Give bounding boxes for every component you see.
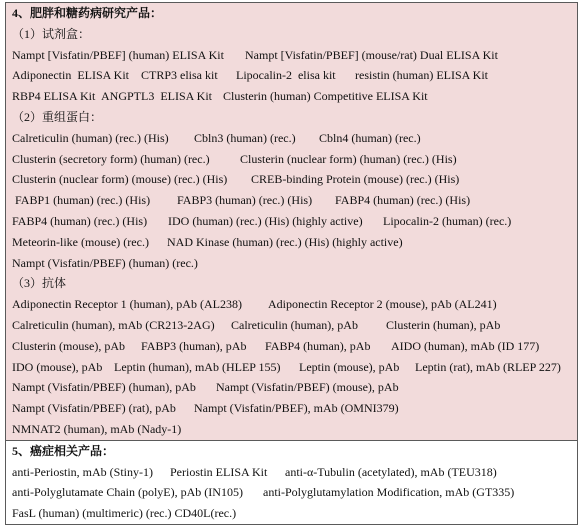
product-item: anti-Periostin, mAb (Stiny-1) <box>12 464 153 479</box>
product-item: FABP3 (human), pAb <box>141 338 247 353</box>
product-item: Calreticulin (human) (rec.) (His) <box>12 130 169 145</box>
product-item: Clusterin (nuclear form) (human) (rec.) (His) <box>240 151 457 166</box>
product-item: Adiponectin Receptor 1 (human), pAb (AL238) <box>12 297 242 312</box>
product-line <box>6 169 577 190</box>
product-item: Nampt [Visfatin/PBEF] (human) ELISA Kit <box>12 47 224 62</box>
product-item: NMNAT2 (human), mAb (Nady-1) <box>12 421 182 436</box>
product-item: AIDO (human), mAb (ID 177) <box>391 338 540 353</box>
product-line <box>6 211 577 232</box>
product-item: FABP4 (human) (rec.) (His) <box>12 213 148 228</box>
product-item: Nampt [Visfatin/PBEF] (mouse/rat) Dual ELISA Kit <box>245 47 498 62</box>
product-item: Clusterin (nuclear form) (mouse) (rec.) (His) <box>12 172 228 187</box>
product-item: Clusterin (mouse), pAb <box>12 338 125 353</box>
product-table <box>5 2 578 525</box>
product-item: FABP3 (human) (rec.) (His) <box>177 193 313 208</box>
product-item: Adiponectin ELISA Kit <box>12 68 129 83</box>
product-item: FABP1 (human) (rec.) (His) <box>15 193 151 208</box>
product-item: Cbln4 (human) (rec.) <box>319 130 421 145</box>
product-item: NAD Kinase (human) (rec.) (His) (highly active) <box>167 234 403 249</box>
section-obesity-diabetes <box>6 3 577 440</box>
product-item: FABP4 (human), pAb <box>265 338 371 353</box>
category-label-recombinant-proteins: （2）重组蛋白： <box>12 109 103 124</box>
product-item: Leptin (rat), mAb (RLEP 227) <box>415 359 561 374</box>
section-cancer <box>6 440 577 524</box>
category-line <box>6 24 577 45</box>
product-line <box>6 190 577 211</box>
section-heading-line <box>6 441 577 462</box>
product-line <box>6 65 577 86</box>
product-line <box>6 294 577 315</box>
category-label-kits: （1）试剂盒： <box>12 26 91 41</box>
product-item: Lipocalin-2 (human) (rec.) <box>383 213 512 228</box>
section-heading-obesity-diabetes: 4、肥胖和糖药病研究产品： <box>12 6 163 20</box>
category-label-antibodies: （3）抗体 <box>12 276 67 291</box>
product-item: anti-α-Tubulin (acetylated), mAb (TEU318) <box>285 464 497 479</box>
product-line <box>6 377 577 398</box>
product-item: Adiponectin Receptor 2 (mouse), pAb (AL241) <box>268 297 497 312</box>
product-item: Calreticulin (human), pAb <box>231 317 358 332</box>
product-item: Nampt (Visfatin/PBEF) (human) (rec.) <box>12 255 198 270</box>
product-line <box>6 503 577 524</box>
product-item: anti-Polyglutamylation Modification, mAb (GT335) <box>263 485 515 500</box>
product-line <box>6 357 577 378</box>
product-line <box>6 253 577 274</box>
category-line <box>6 273 577 294</box>
section-heading-line <box>6 3 577 24</box>
product-item: IDO (mouse), pAb <box>12 359 103 374</box>
product-line <box>6 462 577 483</box>
product-item: Clusterin (human), pAb <box>386 317 501 332</box>
product-item: Calreticulin (human), mAb (CR213-2AG) <box>12 317 215 332</box>
product-item: IDO (human) (rec.) (His) (highly active) <box>168 213 363 228</box>
product-line <box>6 45 577 66</box>
product-item: Cbln3 (human) (rec.) <box>194 130 296 145</box>
product-item: Nampt (Visfatin/PBEF), mAb (OMNI379) <box>194 401 399 416</box>
product-line <box>6 128 577 149</box>
product-item: Lipocalin-2 elisa kit <box>236 68 336 83</box>
product-item: CTRP3 elisa kit <box>141 68 218 83</box>
section-heading-cancer: 5、癌症相关产品： <box>12 443 115 458</box>
product-item: Meteorin-like (mouse) (rec.) <box>12 234 149 249</box>
product-item: Clusterin (secretory form) (human) (rec.) <box>12 151 210 166</box>
product-item: RBP4 ELISA Kit <box>12 89 96 104</box>
product-item: Leptin (mouse), pAb <box>299 359 400 374</box>
product-item: Periostin ELISA Kit <box>170 464 268 479</box>
product-item: ANGPTL3 ELISA Kit <box>101 89 212 104</box>
product-item: Nampt (Visfatin/PBEF) (rat), pAb <box>12 401 176 416</box>
product-item: Nampt (Visfatin/PBEF) (human), pAb <box>12 380 196 395</box>
product-line <box>6 315 577 336</box>
product-line <box>6 336 577 357</box>
product-line <box>6 398 577 419</box>
product-item: FasL (human) (multimeric) (rec.) CD40L(rec.) <box>12 506 237 521</box>
product-line <box>6 482 577 503</box>
product-item: resistin (human) ELISA Kit <box>355 68 488 83</box>
product-line <box>6 232 577 253</box>
category-line <box>6 107 577 128</box>
product-item: Clusterin (human) Competitive ELISA Kit <box>223 89 428 104</box>
product-line <box>6 419 577 440</box>
product-item: FABP4 (human) (rec.) (His) <box>335 193 471 208</box>
product-line <box>6 86 577 107</box>
product-item: Nampt (Visfatin/PBEF) (mouse), pAb <box>216 380 399 395</box>
product-item: CREB-binding Protein (mouse) (rec.) (His) <box>251 172 460 187</box>
product-item: Leptin (human), mAb (HLEP 155) <box>114 359 281 374</box>
product-line <box>6 149 577 170</box>
product-item: anti-Polyglutamate Chain (polyE), pAb (IN105) <box>12 485 243 500</box>
